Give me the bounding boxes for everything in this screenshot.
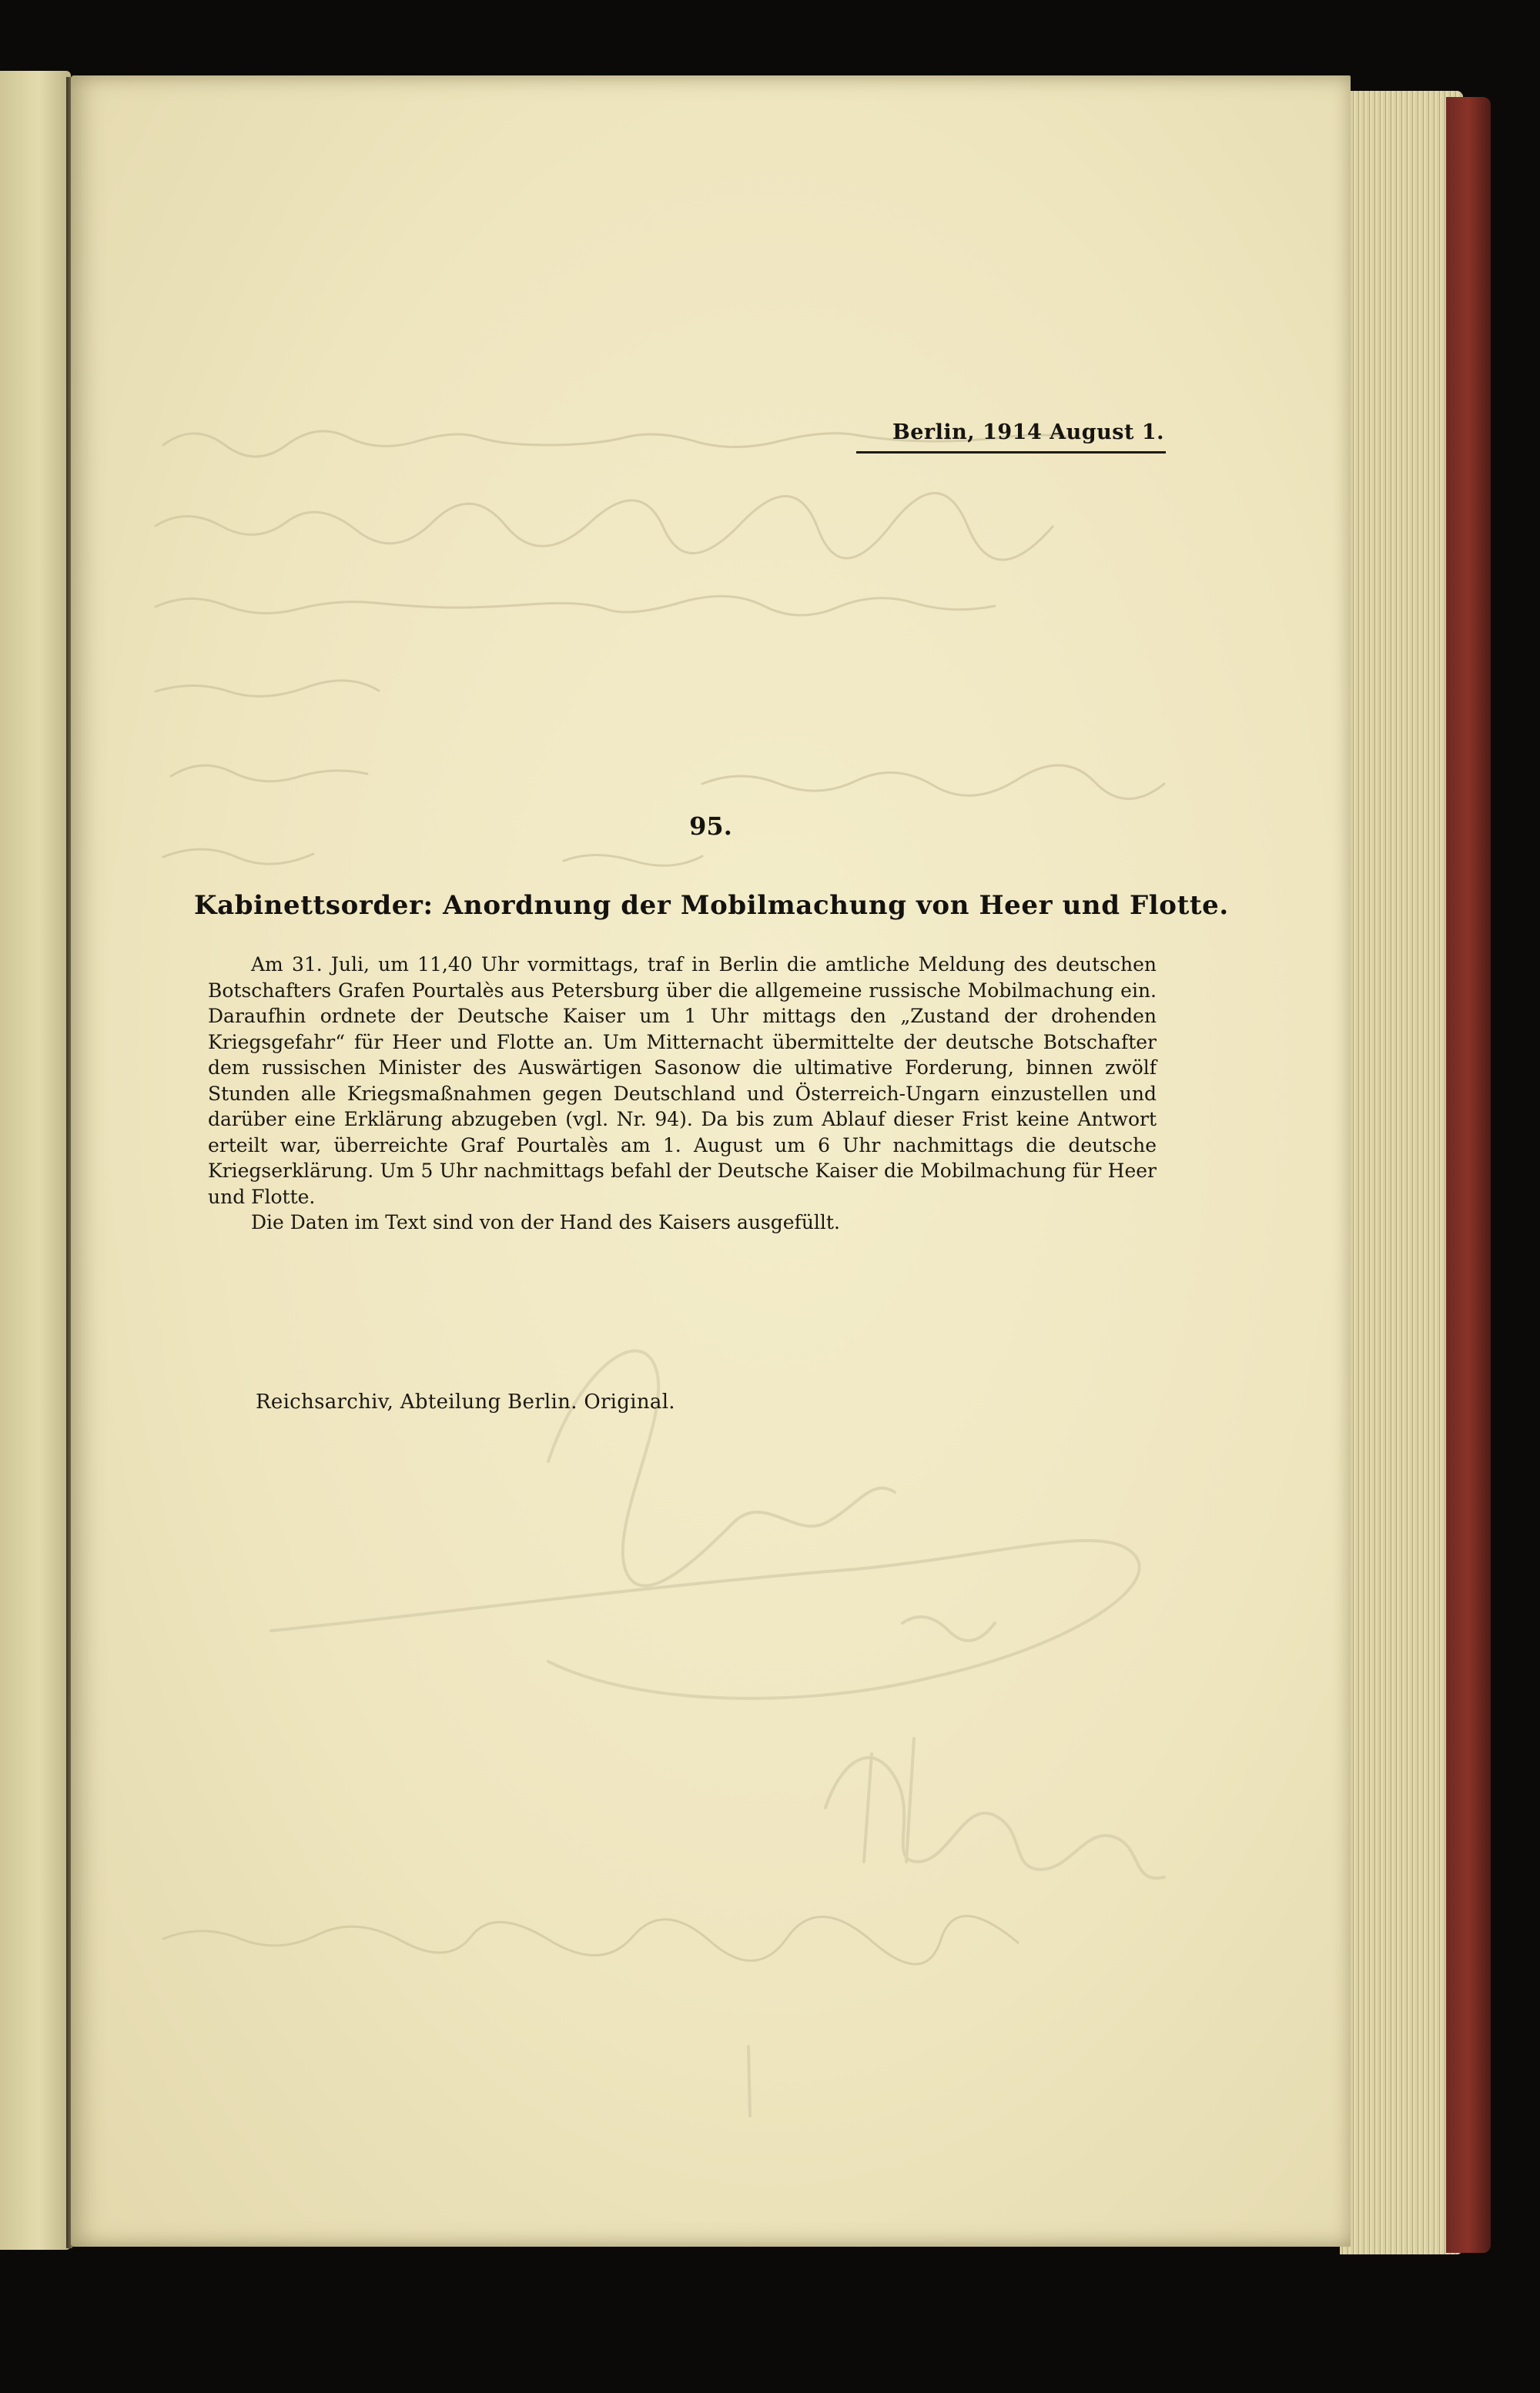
source-note: Reichsarchiv, Abteilung Berlin. Original. [256,1391,675,1414]
header-date-line: Berlin, 1914 August 1. [892,420,1164,444]
document-number: 95. [689,812,732,841]
body-paragraph: Die Daten im Text sind von der Hand des Kaisers ausgefüllt. [251,1211,840,1233]
body-paragraph: Am 31. Juli, um 11,40 Uhr vormittags, traf in Berlin die amtliche Meldung des deutschen Botschafters Grafen Pourtalès aus Petersburg über die allgemeine russische Mobilmachung ein. Daraufhin ordnete der Deutsche Kaiser um 1 Uhr mittags den „Zustand der drohenden Kriegsgefahr“ für Heer und Flotte an. Um Mitternacht übermittelte der deutsche Botschafter dem russischen Minister des Auswärtigen Sasonow die ultimative Forderung, binnen zwölf Stunden alle Kriegsmaßnahmen gegen Deutschland und Österreich-Ungarn einzustellen und darüber eine Erklärung abzugeben (vgl. Nr. 94). Da bis zum Ablauf dieser Frist keine Antwort erteilt war, überreichte Graf Pourtalès am 1. August um 6 Uhr nachmittags die deutsche Kriegserklärung. Um 5 Uhr nachmittags befahl der Deutsche Kaiser die Mobilmachung für Heer und Flotte. [208,953,1157,1208]
document-body [208,952,1157,1236]
left-page-edge [0,71,71,2250]
page-stack-edge [1340,91,1463,2254]
header-underline [856,451,1166,453]
book-cover-edge [1446,97,1491,2253]
book-page [71,75,1351,2247]
document-title: Kabinettsorder: Anordnung der Mobilmachung von Heer und Flotte. [194,890,1229,921]
